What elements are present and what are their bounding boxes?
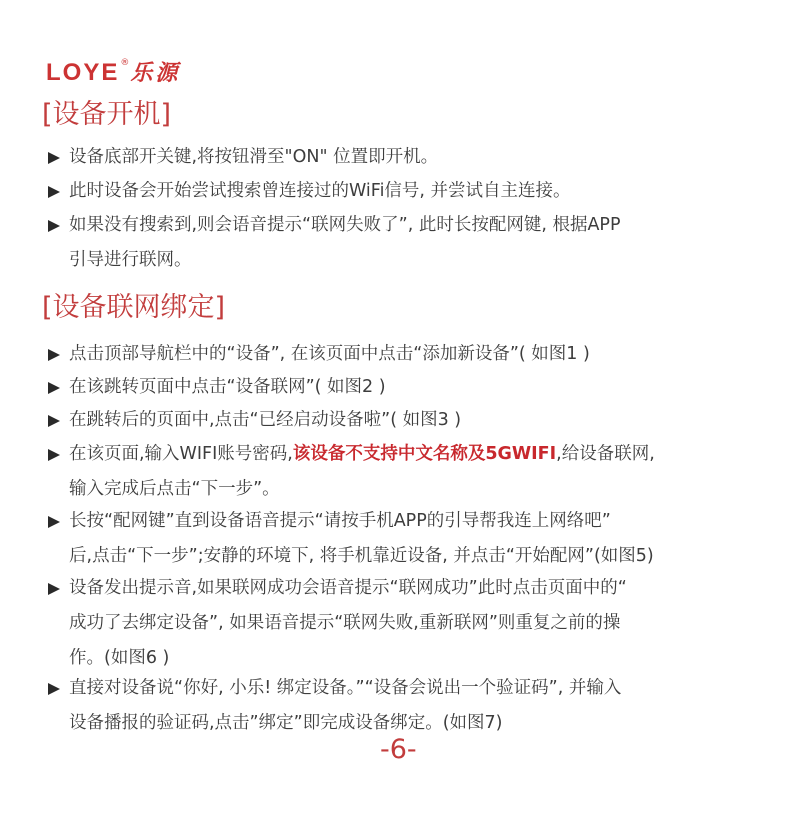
item-text-segment: ,给设备联网, bbox=[556, 444, 655, 464]
registered-mark: ® bbox=[120, 58, 130, 68]
item-text-line: 引导进行联网。 bbox=[69, 250, 192, 270]
triangle-bullet-icon bbox=[48, 152, 60, 164]
item-text-line: 作。(如图6 ) bbox=[69, 648, 170, 668]
list-item bbox=[48, 174, 748, 209]
brand-logo-chinese: 乐源 bbox=[130, 60, 181, 86]
list-item bbox=[48, 571, 748, 676]
item-text-line: 在该跳转页面中点击“设备联网”( 如图2 ) bbox=[69, 377, 386, 397]
item-text-segment: 在该页面,输入WIFI账号密码, bbox=[69, 444, 293, 464]
triangle-bullet-icon bbox=[48, 220, 60, 232]
item-text-line: 成功了去绑定设备”, 如果语音提示“联网失败,重新联网”则重复之前的操 bbox=[69, 613, 621, 633]
item-text-line: 设备播报的验证码,点击”绑定”即完成设备绑定。(如图7) bbox=[69, 713, 503, 733]
list-item bbox=[48, 403, 748, 438]
item-text-line: 如果没有搜索到,则会语音提示“联网失败了”, 此时长按配网键, 根据APP bbox=[69, 215, 621, 235]
triangle-bullet-icon bbox=[48, 683, 60, 695]
triangle-bullet-icon bbox=[48, 449, 60, 461]
page-number: -6- bbox=[380, 734, 417, 765]
brand-logo-latin: LOYE bbox=[46, 59, 120, 86]
item-text-line bbox=[69, 437, 748, 472]
brand-logo bbox=[46, 56, 180, 86]
section-title-network-binding: [设备联网绑定] bbox=[42, 292, 226, 323]
list-item bbox=[48, 437, 748, 507]
item-text-line: 在跳转后的页面中,点击“已经启动设备啦”( 如图3 ) bbox=[69, 410, 462, 430]
list-item bbox=[48, 671, 748, 741]
item-text-line: 后,点击“下一步”;安静的环境下, 将手机靠近设备, 并点击“开始配网”(如图5) bbox=[69, 546, 654, 566]
item-text-line: 此时设备会开始尝试搜索曾连接过的WiFi信号, 并尝试自主连接。 bbox=[69, 181, 571, 201]
list-item bbox=[48, 370, 748, 405]
triangle-bullet-icon bbox=[48, 415, 60, 427]
list-item bbox=[48, 208, 748, 278]
triangle-bullet-icon bbox=[48, 382, 60, 394]
item-text-line: 长按“配网键”直到设备语音提示“请按手机APP的引导帮我连上网络吧” bbox=[69, 511, 611, 531]
item-text-line: 设备发出提示音,如果联网成功会语音提示“联网成功”此时点击页面中的“ bbox=[69, 578, 627, 598]
section-title-power-on: [设备开机] bbox=[42, 99, 172, 130]
triangle-bullet-icon bbox=[48, 186, 60, 198]
triangle-bullet-icon bbox=[48, 516, 60, 528]
warning-highlight-text: 该设备不支持中文名称及5GWIFI bbox=[292, 444, 557, 464]
list-item bbox=[48, 504, 748, 574]
list-item bbox=[48, 140, 748, 175]
item-text-line: 点击顶部导航栏中的“设备”, 在该页面中点击“添加新设备”( 如图1 ) bbox=[69, 344, 590, 364]
triangle-bullet-icon bbox=[48, 583, 60, 595]
item-text-line: 直接对设备说“你好, 小乐! 绑定设备。”“设备会说出一个验证码”, 并输入 bbox=[69, 678, 622, 698]
list-item bbox=[48, 337, 748, 372]
item-text-line: 设备底部开关键,将按钮滑至"ON" 位置即开机。 bbox=[69, 147, 439, 167]
item-text-line: 输入完成后点击“下一步”。 bbox=[69, 479, 280, 499]
triangle-bullet-icon bbox=[48, 349, 60, 361]
